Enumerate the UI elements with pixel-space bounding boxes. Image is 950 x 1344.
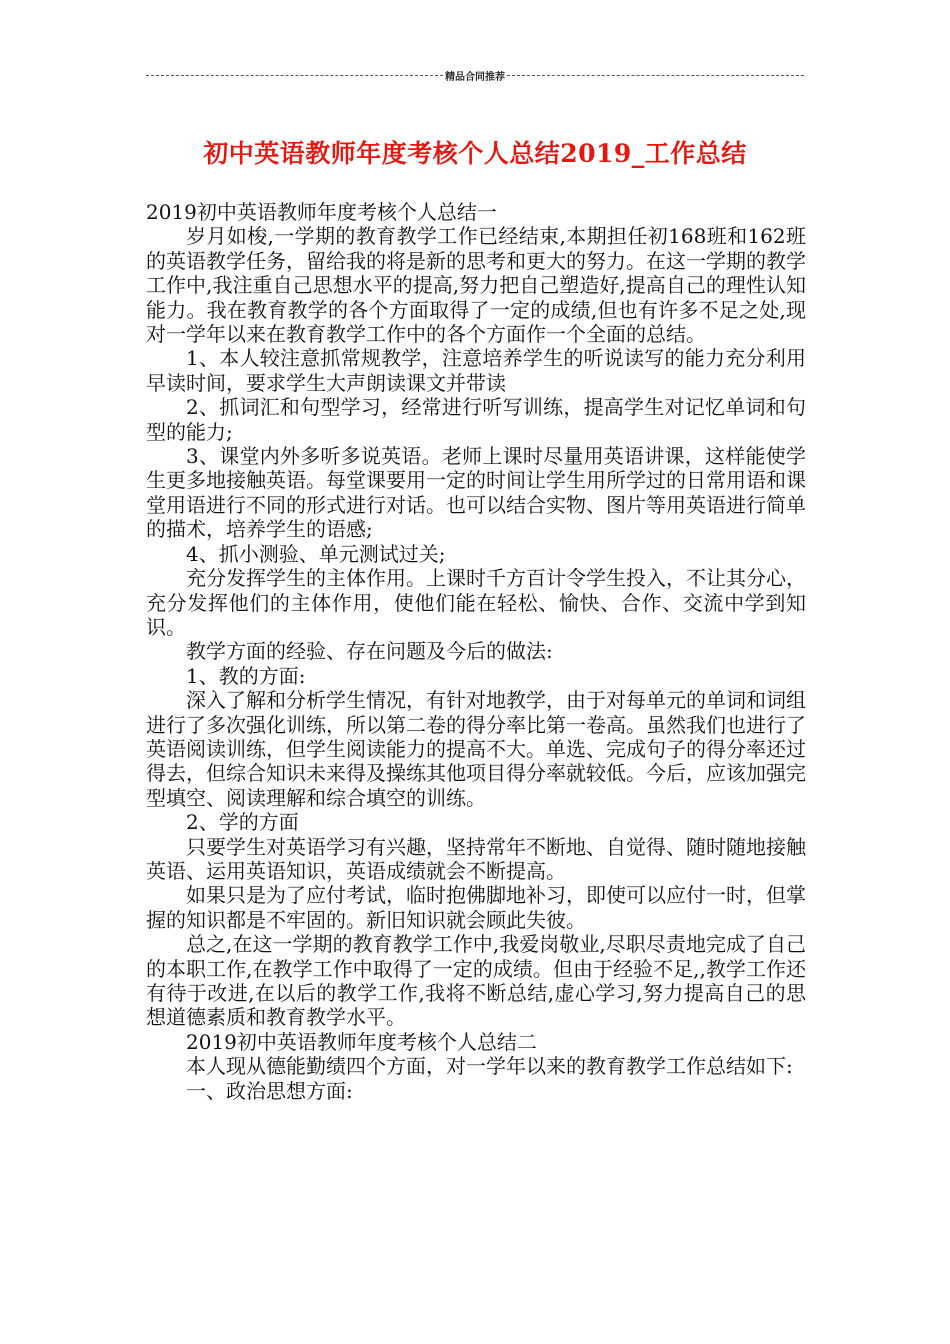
header-divider — [146, 68, 804, 83]
paragraph: 2、抓词汇和句型学习，经常进行听写训练，提高学生对记忆单词和句型的能力; — [146, 395, 806, 444]
paragraph: 本人现从德能勤绩四个方面，对一学年以来的教育教学工作总结如下: — [186, 1054, 793, 1079]
paragraph: 2019初中英语教师年度考核个人总结一 — [146, 200, 497, 224]
paragraph: 只要学生对英语学习有兴趣，坚持常年不断地、自觉得、随时随地接触英语、运用英语知识，英语成绩就会不断提高。 — [146, 834, 806, 883]
paragraph: 4、抓小测验、单元测试过关; — [186, 541, 446, 566]
paragraph: 2、学的方面 — [186, 810, 299, 835]
paragraph: 深入了解和分析学生情况，有针对地教学，由于对每单元的单词和词组进行了多次强化训练，所以第二卷的得分率比第一卷高。虽然我们也进行了英语阅读训练，但学生阅读能力的提高不大。单选、完成句子的得分率还过得去，但综合知识未来得及操练其他项目得分率就较低。今后，应该加强完型填空、阅读理解和综合填空的训练。 — [146, 688, 806, 810]
paragraph: 岁月如梭,一学期的教育教学工作已经结束,本期担任初168班和162班的英语教学任务，留给我的将是新的思考和更大的努力。在这一学期的教学工作中,我注重自己思想水平的提高,努力把自己塑造好,提高自己的理性认知能力。我在教育教学的各个方面取得了一定的成绩,但也有许多不足之处,现对一学年以来在教育教学工作中的各个方面作一个全面的总结。 — [146, 224, 806, 347]
paragraph: 如果只是为了应付考试，临时抱佛脚地补习，即使可以应付一时，但掌握的知识都是不牢固的。新旧知识就会顾此失彼。 — [146, 883, 806, 932]
paragraph: 1、本人较注意抓常规教学，注意培养学生的听说读写的能力充分利用早读时间，要求学生大声朗读课文并带读 — [146, 346, 806, 395]
paragraph: 总之,在这一学期的教育教学工作中,我爱岗敬业,尽职尽责地完成了自己的本职工作,在教学工作中取得了一定的成绩。但由于经验不足,,教学工作还有待于改进,在以后的教学工作,我将不断总结,虚心学习,努力提高自己的思想道德素质和教育教学水平。 — [146, 932, 806, 1030]
paragraph: 1、教的方面: — [186, 663, 306, 688]
header-dash-left — [146, 75, 443, 76]
paragraph: 3、课堂内外多听多说英语。老师上课时尽量用英语讲课，这样能使学生更多地接触英语。每堂课要用一定的时间让学生用所学过的日常用语和课堂用语进行不同的形式进行对话。也可以结合实物、图片等用英语进行简单的描术，培养学生的语感; — [146, 444, 806, 542]
document-title: 初中英语教师年度考核个人总结2019_工作总结 — [203, 139, 747, 168]
paragraph: 充分发挥学生的主体作用。上课时千方百计令学生投入，不让其分心，充分发挥他们的主体作用，使他们能在轻松、愉快、合作、交流中学到知识。 — [146, 566, 806, 639]
paragraph: 2019初中英语教师年度考核个人总结二 — [186, 1029, 537, 1054]
paragraph: 教学方面的经验、存在问题及今后的做法: — [186, 639, 553, 664]
paragraph: 一、政治思想方面: — [186, 1078, 353, 1103]
document-body — [146, 200, 806, 1103]
header-dash-right — [507, 75, 804, 76]
header-label: 精品合同推荐 — [445, 72, 505, 83]
